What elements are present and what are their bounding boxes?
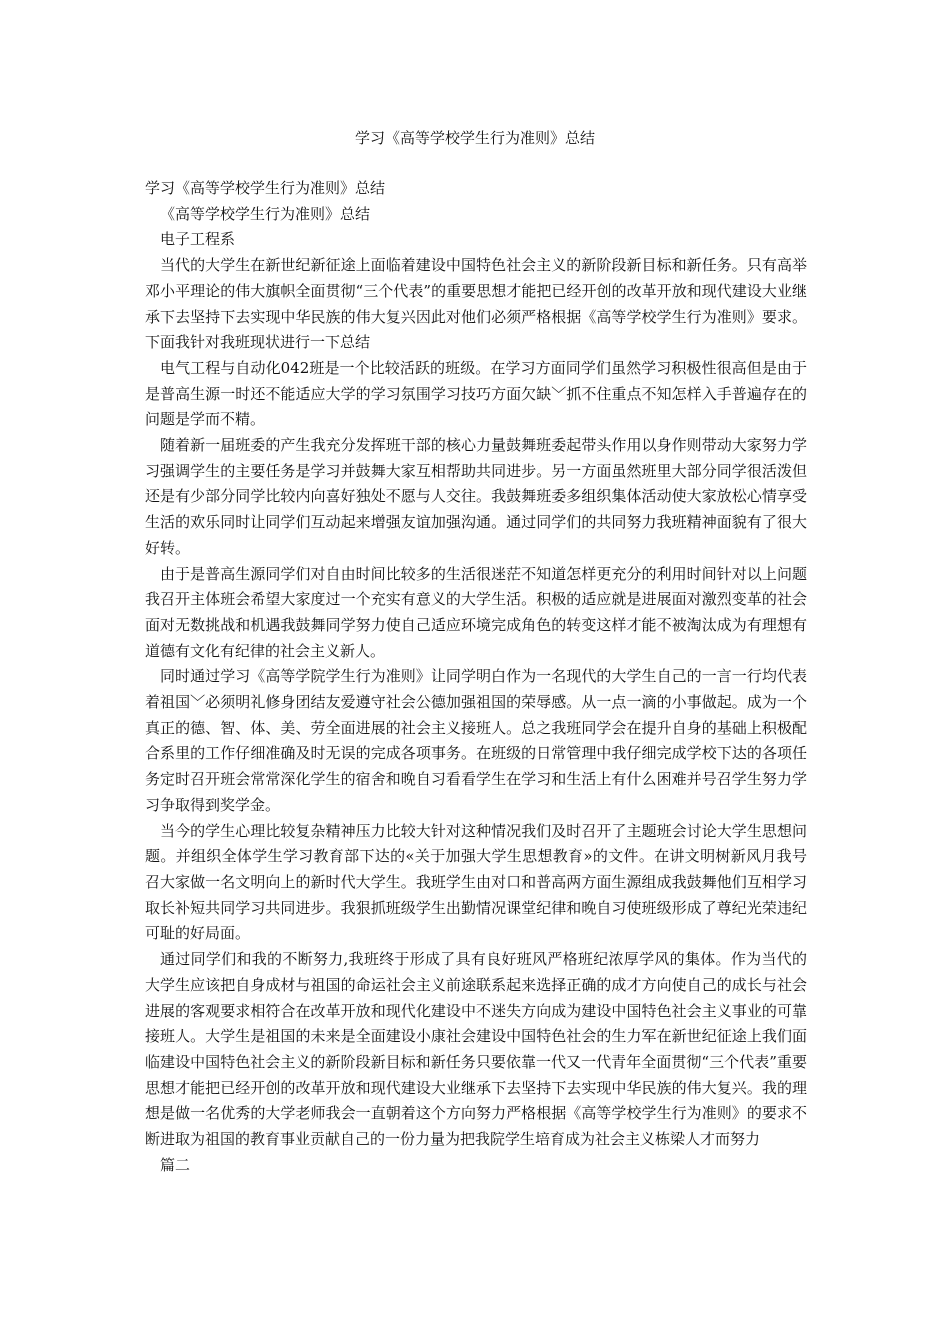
paragraph: 当今的学生心理比较复杂精神压力比较大针对这种情况我们及时召开了主题班会讨论大学生思想问题。并组织全体学生学习教育部下达的«关于加强大学生思想教育»的文件。在讲文明树新风月我号召大家做一名文明向上的新时代大学生。我班学生由对口和普高两方面生源组成我鼓舞他们互相学习取长补短共同学习共同进步。我狠抓班级学生出勤情况课堂纪律和晚自习使班级形成了尊纪光荣违纪可耻的好局面。 xyxy=(145,821,807,943)
paragraph: 同时通过学习《高等学院学生行为准则》让同学明白作为一名现代的大学生自己的一言一行均代表着祖国﹀必须明礼修身团结友爱遵守社会公德加强祖国的荣辱感。从一点一滴的小事做起。成为一个真正的德、智、体、美、劳全面进展的社会主义接班人。总之我班同学会在提升自身的基础上积极配合系里的工作仔细准确及时无误的完成各项事务。在班级的日常管理中我仔细完成学校下达的各项任务定时召开班会常常深化学生的宿舍和晚自习看看学生在学习和生活上有什么困难并号召学生努力学习争取得到奖学金。 xyxy=(145,667,807,814)
paragraph: 随着新一届班委的产生我充分发挥班干部的核心力量鼓舞班委起带头作用以身作则带动大家努力学习强调学生的主要任务是学习并鼓舞大家互相帮助共同进步。另一方面虽然班里大部分同学很活泼但还是有少部分同学比较内向喜好独处不愿与人交往。我鼓舞班委多组织集体活动使大家放松心情享受生活的欢乐同时让同学们互动起来增强友谊加强沟通。通过同学们的共同努力我班精神面貌有了很大好转。 xyxy=(145,436,807,557)
paragraph: 电气工程与自动化042班是一个比较活跃的班级。在学习方面同学们虽然学习积极性很高但是由于是普高生源一时还不能适应大学的学习氛围学习技巧方面欠缺﹀抓不住重点不知怎样入手普遍存在的问题是学而不精。 xyxy=(145,358,807,429)
body-heading: 学习《高等学校学生行为准则》总结 xyxy=(145,179,386,197)
document-body xyxy=(145,176,807,1178)
department-line: 电子工程系 xyxy=(160,230,236,249)
document-title: 学习《高等学校学生行为准则》总结 xyxy=(354,129,595,147)
section-label: 篇二 xyxy=(160,1155,191,1174)
paragraph: 通过同学们和我的不断努力,我班终于形成了具有良好班风严格班纪浓厚学风的集体。作为当代的大学生应该把自身成材与祖国的命运社会主义前途联系起来选择正确的成才方向使自己的成长与社会进展的客观要求相符合在改革开放和现代化建设中不迷失方向成为建设中国特色社会主义事业的可靠接班人。大学生是祖国的未来是全面建设小康社会建设中国特色社会的生力军在新世纪征途上我们面临建设中国特色社会主义的新阶段新目标和新任务只要依靠一代又一代青年全面贯彻“三个代表”重要思想才能把已经开创的改革开放和现代建设大业继承下去坚持下去实现中华民族的伟大复兴。我的理想是做一名优秀的大学老师我会一直朝着这个方向努力严格根据《高等学校学生行为准则》的要求不断进取为祖国的教育事业贡献自己的一份力量为把我院学生培育成为社会主义栋梁人才而努力 xyxy=(145,950,807,1149)
body-subheading: 《高等学校学生行为准则》总结 xyxy=(160,204,371,223)
paragraph: 由于是普高生源同学们对自由时间比较多的生活很迷茫不知道怎样更充分的利用时间针对以上问题我召开主体班会希望大家度过一个充实有意义的大学生活。积极的适应就是进展面对激烈变革的社会面对无数挑战和机遇我鼓舞同学努力使自己适应环境完成角色的转变这样才能不被淘汰成为有理想有道德有文化有纪律的社会主义新人。 xyxy=(145,564,807,660)
paragraph: 当代的大学生在新世纪新征途上面临着建设中国特色社会主义的新阶段新目标和新任务。只有高举邓小平理论的伟大旗帜全面贯彻“三个代表”的重要思想才能把已经开创的改革开放和现代建设大业继承下去坚持下去实现中华民族的伟大复兴因此对他们必须严格根据《高等学校学生行为准则》要求。下面我针对我班现状进行一下总结 xyxy=(145,256,807,352)
